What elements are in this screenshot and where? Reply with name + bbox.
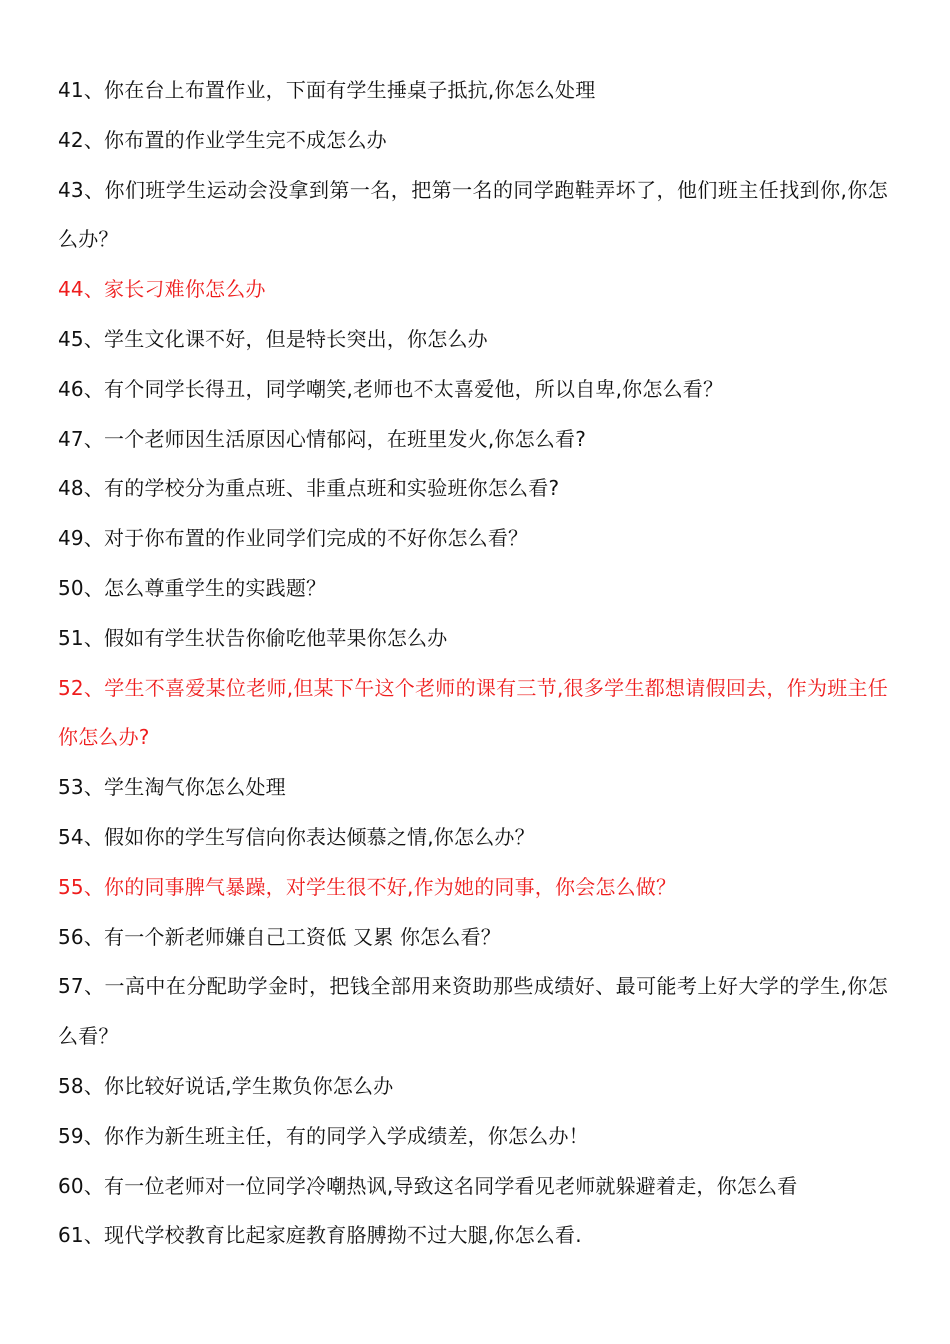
question-45: 45、学生文化课不好，但是特长突出，你怎么办 xyxy=(58,326,488,351)
question-59: 59、你作为新生班主任，有的同学入学成绩差，你怎么办！ xyxy=(58,1123,589,1148)
question-57: 57、一高中在分配助学金时，把钱全部用来资助那些成绩好、最可能考上好大学的学生,你怎么看？ xyxy=(58,974,888,1049)
question-52: 52、学生不喜爱某位老师,但某下午这个老师的课有三节,很多学生都想请假回去，作为班主任你怎么办? xyxy=(58,675,888,750)
question-43: 43、你们班学生运动会没拿到第一名，把第一名的同学跑鞋弄坏了，他们班主任找到你,你怎么办？ xyxy=(58,177,888,252)
question-61: 61、现代学校教育比起家庭教育胳膊拗不过大腿,你怎么看. xyxy=(58,1223,582,1248)
question-48: 48、有的学校分为重点班、非重点班和实验班你怎么看? xyxy=(58,476,560,501)
question-54: 54、假如你的学生写信向你表达倾慕之情,你怎么办？ xyxy=(58,824,535,849)
question-50: 50、怎么尊重学生的实践题？ xyxy=(58,575,327,600)
question-58: 58、你比较好说话,学生欺负你怎么办 xyxy=(58,1073,394,1098)
question-51: 51、假如有学生状告你偷吃他苹果你怎么办 xyxy=(58,625,448,650)
question-49: 49、对于你布置的作业同学们完成的不好你怎么看？ xyxy=(58,526,529,551)
question-42: 42、你布置的作业学生完不成怎么办 xyxy=(58,127,387,152)
question-55: 55、你的同事脾气暴躁，对学生很不好,作为她的同事，你会怎么做？ xyxy=(58,874,677,899)
question-56: 56、有一个新老师嫌自己工资低 又累 你怎么看？ xyxy=(58,924,501,949)
question-47: 47、一个老师因生活原因心情郁闷，在班里发火,你怎么看? xyxy=(58,426,587,451)
question-53: 53、学生淘气你怎么处理 xyxy=(58,775,286,800)
question-44: 44、家长刁难你怎么办 xyxy=(58,277,266,302)
question-41: 41、你在台上布置作业，下面有学生捶桌子抵抗,你怎么处理 xyxy=(58,78,596,102)
question-list xyxy=(58,66,888,1261)
question-60: 60、有一位老师对一位同学冷嘲热讽,导致这名同学看见老师就躲避着走，你怎么看 xyxy=(58,1173,798,1198)
question-46: 46、有个同学长得丑，同学嘲笑,老师也不太喜爱他，所以自卑,你怎么看？ xyxy=(58,376,724,401)
